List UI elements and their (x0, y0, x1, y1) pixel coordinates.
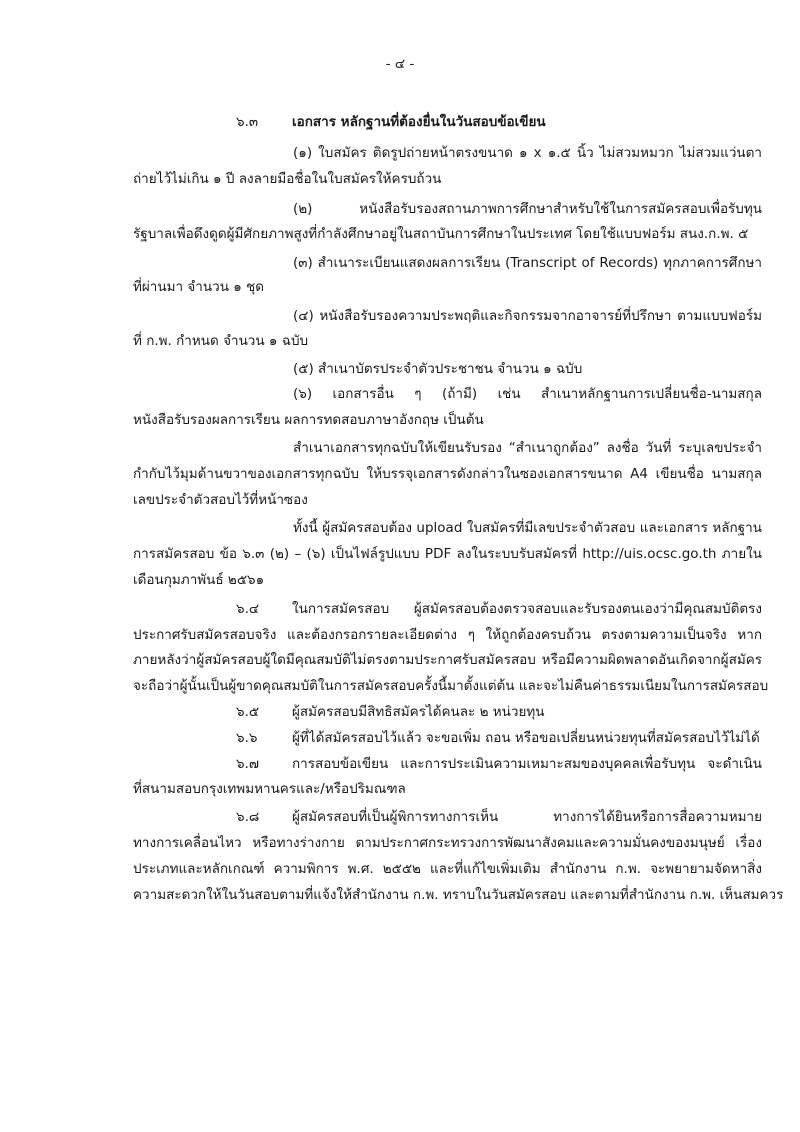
section-number: ๖.๓ (236, 114, 259, 130)
section-6-6 (236, 728, 760, 748)
section-number: ๖.๗ (236, 756, 260, 772)
doc-item-5: (๕) สำเนาบัตรประจำตัวประชาชน จำนวน ๑ ฉบับ (293, 361, 583, 377)
section-6-8-cont: ประเภทและหลักเกณฑ์ ความพิการ พ.ศ. ๒๕๕๒ และที่แก้ไขเพิ่มเติม สำนักงาน ก.พ. จะพยายามจัดหาสิ่ง (133, 861, 762, 877)
doc-item-3: (๓) สำเนาระเบียนแสดงผลการเรียน (Transcript of Records) ทุกภาคการศึกษา (293, 255, 762, 271)
upload-note-cont: การสมัครสอบ ข้อ ๖.๓ (๒) – (๖) เป็นไฟล์รูปแบบ PDF ลงในระบบรับสมัครที่ http://uis.ocsc.go.th ภายใน (133, 546, 762, 562)
section-text: ผู้สมัครสอบมีสิทธิสมัครได้คนละ ๒ หน่วยทุน (292, 704, 545, 720)
section-6-4 (236, 599, 762, 619)
section-number: ๖.๘ (236, 809, 260, 825)
section-6-8-cont: ทางการเคลื่อนไหว หรือทางร่างกาย ตามประกาศกระทรวงการพัฒนาสังคมและความมั่นคงของมนุษย์ เรื่อง (133, 835, 762, 851)
section-6-4-cont: ภายหลังว่าผู้สมัครสอบผู้ใดมีคุณสมบัติไม่ตรงตามประกาศรับสมัครสอบ หรือมีความผิดพลาดอันเกิดจากผู้สมัคร (133, 652, 762, 668)
copy-note-end: เลขประจำตัวสอบไว้ที่หน้าซอง (133, 492, 308, 508)
section-6-3-heading (236, 112, 546, 132)
upload-note: ทั้งนี้ ผู้สมัครสอบต้อง upload ใบสมัครที่มีเลขประจำตัวสอบ และเอกสาร หลักฐาน (293, 520, 762, 536)
copy-note: สำเนาเอกสารทุกฉบับให้เขียนรับรอง “สำเนาถูกต้อง” ลงชื่อ วันที่ ระบุเลขประจำ (293, 440, 762, 456)
doc-item-3-cont: ที่ผ่านมา จำนวน ๑ ชุด (133, 279, 264, 295)
copy-note-cont: กำกับไว้มุมด้านขวาของเอกสารทุกฉบับ ให้บรรจุเอกสารดังกล่าวในซองเอกสารขนาด A4 เขียนชื่อ นามสกุล (133, 466, 762, 482)
section-number: ๖.๖ (236, 730, 258, 746)
doc-item-1-cont: ถ่ายไว้ไม่เกิน ๑ ปี ลงลายมือชื่อในใบสมัครให้ครบถ้วน (133, 171, 442, 187)
section-6-4-cont: ประกาศรับสมัครสอบจริง และต้องกรอกรายละเอียดต่าง ๆ ให้ถูกต้องครบถ้วน ตรงตามความเป็นจริง หาก (133, 627, 762, 643)
section-6-8 (236, 807, 762, 827)
section-title: เอกสาร หลักฐานที่ต้องยื่นในวันสอบข้อเขียน (292, 114, 546, 130)
doc-item-4: (๔) หนังสือรับรองความประพฤติและกิจกรรมจากอาจารย์ที่ปรึกษา ตามแบบฟอร์ม (293, 308, 762, 324)
doc-item-4-cont: ที่ ก.พ. กำหนด จำนวน ๑ ฉบับ (133, 333, 309, 349)
doc-item-2: (๒) หนังสือรับรองสถานภาพการศึกษาสำหรับใช้ในการสมัครสอบเพื่อรับทุน (293, 201, 762, 217)
section-6-7-end: ที่สนามสอบกรุงเทพมหานครและ/หรือปริมณฑล (133, 781, 406, 797)
section-6-4-end: จะถือว่าผู้นั้นเป็นผู้ขาดคุณสมบัติในการสมัครสอบครั้งนี้มาตั้งแต่ต้น และจะไม่คืนค่าธรรมเนียมในการสมัครสอบ (133, 678, 769, 694)
doc-item-1: (๑) ใบสมัคร ติดรูปถ่ายหน้าตรงขนาด ๑ x ๑.๕ นิ้ว ไม่สวมหมวก ไม่สวมแว่นตา (293, 145, 762, 161)
page-number: - ๔ - (385, 56, 415, 72)
doc-item-2-cont: รัฐบาลเพื่อดึงดูดผู้มีศักยภาพสูงที่กำลังศึกษาอยู่ในสถาบันการศึกษาในประเทศ โดยใช้แบบฟอร์ม สนง.ก.พ. ๕ (133, 226, 749, 242)
section-text: ผู้ที่ได้สมัครสอบไว้แล้ว จะขอเพิ่ม ถอน หรือขอเปลี่ยนหน่วยทุนที่สมัครสอบไว้ไม่ได้ (292, 730, 760, 746)
section-6-5 (236, 702, 545, 722)
section-number: ๖.๕ (236, 704, 260, 720)
upload-note-end: เดือนกุมภาพันธ์ ๒๕๖๑ (133, 572, 265, 588)
doc-item-6-cont: หนังสือรับรองผลการเรียน ผลการทดสอบภาษาอังกฤษ เป็นต้น (133, 412, 484, 428)
section-text: ผู้สมัครสอบที่เป็นผู้พิการทางการเห็น ทางการได้ยินหรือการสื่อความหมาย (292, 809, 762, 825)
section-6-8-end: ความสะดวกให้ในวันสอบตามที่แจ้งให้สำนักงาน ก.พ. ทราบในวันสมัครสอบ และตามที่สำนักงาน ก.พ. เห็นสมควร (133, 887, 784, 903)
section-6-7 (236, 754, 762, 774)
section-text: การสอบข้อเขียน และการประเมินความเหมาะสมของบุคคลเพื่อรับทุน จะดำเนิน (292, 756, 762, 772)
doc-item-6: (๖) เอกสารอื่น ๆ (ถ้ามี) เช่น สำเนาหลักฐานการเปลี่ยนชื่อ-นามสกุล (293, 386, 762, 402)
section-text: ในการสมัครสอบ ผู้สมัครสอบต้องตรวจสอบและรับรองตนเองว่ามีคุณสมบัติตรง (292, 601, 762, 617)
section-number: ๖.๔ (236, 601, 260, 617)
